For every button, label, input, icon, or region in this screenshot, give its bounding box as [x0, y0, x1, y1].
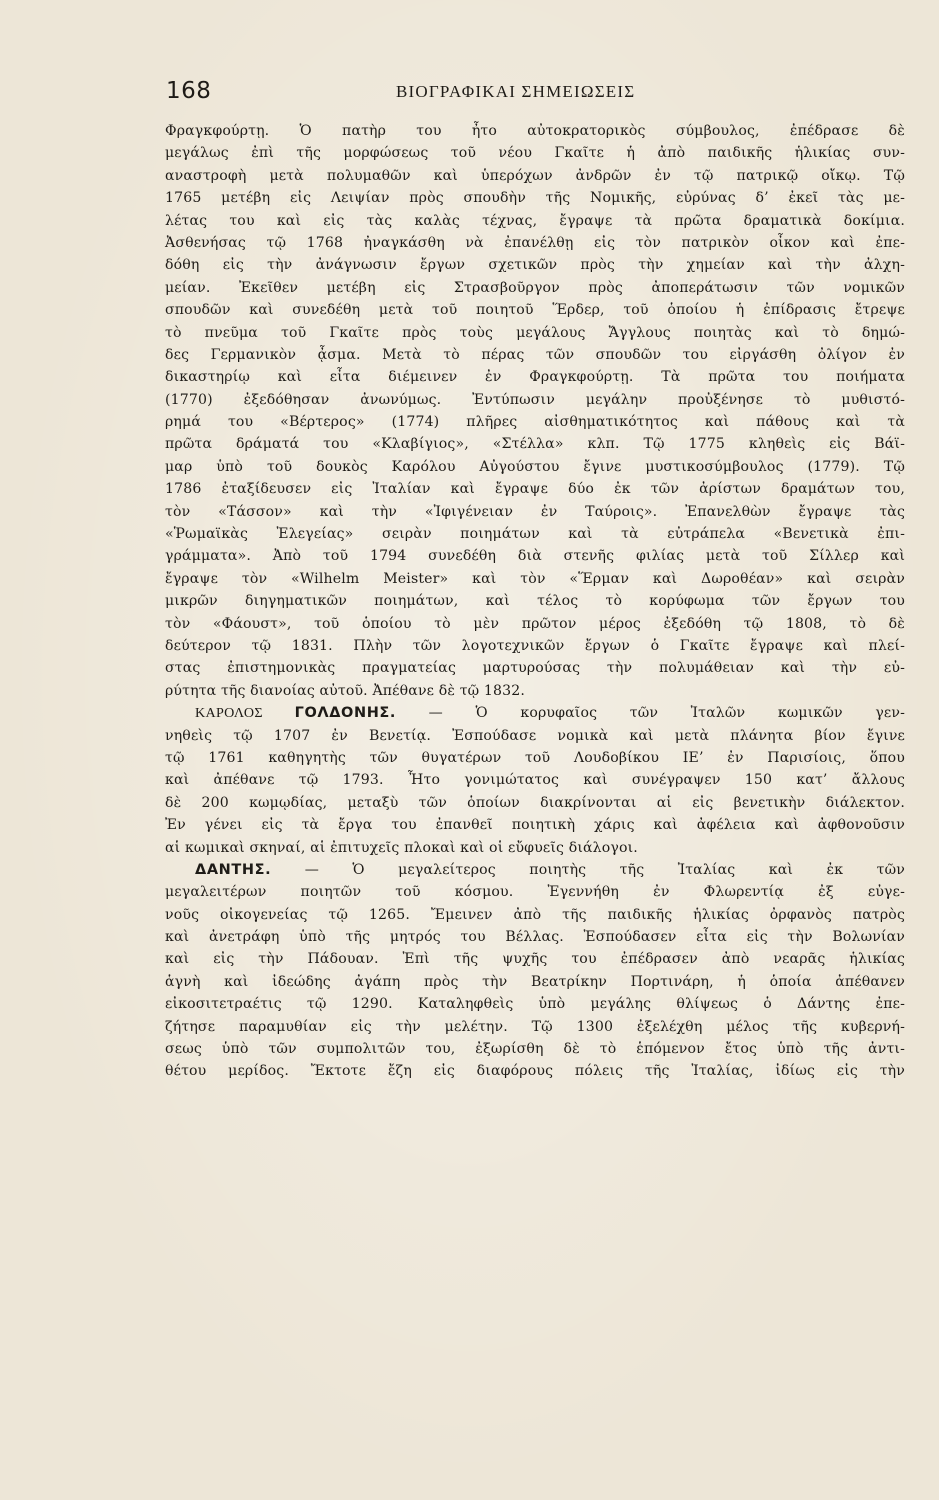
text-line: καὶ ἀνετράφη ὑπὸ τῆς μητρός του Βέλλας. Ἐσπούδασεν εἶτα εἰς τὴν Βολωνίαν	[165, 929, 905, 946]
text-line: δες Γερμανικὸν ᾆσμα. Μετὰ τὸ πέρας τῶν σπουδῶν του εἰργάσθη ὀλίγον ἐν	[165, 346, 905, 363]
running-head: ΒΙΟΓΡΑΦΙΚΑΙ ΣΗΜΕΙΩΣΕΙΣ	[396, 82, 636, 101]
text-line: τὸ πνεῦμα τοῦ Γκαῖτε πρὸς τοὺς μεγάλους Ἄγγλους ποιητὰς καὶ τὸ δημώ-	[165, 324, 905, 341]
text-line: νηθεὶς τῷ 1707 ἐν Βενετίᾳ. Ἐσπούδασε νομικὰ καὶ μετὰ πλάνητα βίον ἔγινε	[165, 727, 905, 744]
text-line: δόθη εἰς τὴν ἀνάγνωσιν ἔργων σχετικῶν πρὸς τὴν χημείαν καὶ τὴν ἀλχη-	[165, 257, 905, 274]
body-text	[165, 120, 905, 1083]
paragraph-dante	[165, 859, 905, 1083]
entry-name	[195, 705, 396, 721]
text-line: Ἐν γένει εἰς τὰ ἔργα του ἐπανθεῖ ποιητικὴ χάρις καὶ ἀφέλεια καὶ ἀφθονοῦσιν	[165, 817, 905, 834]
text-line: ρημά του «Βέρτερος» (1774) πλῆρες αἰσθηματικότητος καὶ πάθους καὶ τὰ	[165, 414, 905, 431]
text-line: θέτου μερίδος. Ἔκτοτε ἔζη εἰς διαφόρους πόλεις τῆς Ἰταλίας, ἰδίως εἰς τὴν	[165, 1063, 905, 1080]
text-line: σεως ὑπὸ τῶν συμπολιτῶν του, ἐξωρίσθη δὲ τὸ ἑπόμενον ἔτος ὑπὸ τῆς ἀντι-	[165, 1041, 905, 1058]
page-header	[166, 78, 709, 108]
text-line: Ἀσθενήσας τῷ 1768 ἠναγκάσθη νὰ ἐπανέλθῃ εἰς τὸν πατρικὸν οἶκον καὶ ἐπε-	[165, 234, 905, 251]
text-line: ἁγνὴ καὶ ἰδεώδης ἀγάπη πρὸς τὴν Βεατρίκην Πορτινάρη, ἡ ὁποία ἀπέθανεν	[165, 973, 905, 990]
entry-first-name: ΚΑΡΟΛΟΣ	[195, 705, 263, 722]
text-line: μείαν. Ἐκεῖθεν μετέβη εἰς Στρασβοῦργον πρὸς ἀποπεράτωσιν τῶν νομικῶν	[165, 279, 905, 296]
text-line: πρῶτα δράματά του «Κλαβίγιος», «Στέλλα» κλπ. Τῷ 1775 κληθεὶς εἰς Βάϊ-	[165, 436, 905, 453]
page-number: 168	[166, 78, 212, 104]
text-line: μεγάλως ἐπὶ τῆς μορφώσεως τοῦ νέου Γκαῖτε ἡ ἀπὸ παιδικῆς ἡλικίας συν-	[165, 145, 905, 162]
text-line: λέτας του καὶ εἰς τὰς καλὰς τέχνας, ἔγραψε τὰ πρῶτα δραματικὰ δοκίμια.	[165, 212, 905, 229]
text-line: καὶ ἀπέθανε τῷ 1793. Ἦτο γονιμώτατος καὶ συνέγραψεν 150 κατ’ ἄλλους	[165, 772, 905, 789]
text-line: ἔγραψε τὸν «Wilhelm Meister» καὶ τὸν «Ἕρμαν καὶ Δωροθέαν» καὶ σειρὰν	[165, 570, 905, 587]
text-line: μαρ ὑπὸ τοῦ δουκὸς Καρόλου Αὐγούστου ἔγινε μυστικοσύμβουλος (1779). Τῷ	[165, 458, 905, 475]
text-line: μεγαλειτέρων ποιητῶν τοῦ κόσμου. Ἐγεννήθη ἐν Φλωρεντίᾳ ἐξ εὐγε-	[165, 884, 905, 901]
text-line: στας ἐπιστημονικὰς πραγματείας μαρτυρούσας τὴν πολυμάθειαν καὶ τὴν εὐ-	[165, 660, 905, 677]
paragraph-goldoni	[165, 702, 905, 859]
text-line: δικαστηρίῳ καὶ εἶτα διέμεινεν ἐν Φραγκφούρτῃ. Τὰ πρῶτα του ποιήματα	[165, 369, 905, 386]
text-line: αἱ κωμικαὶ σκηναί, αἱ ἐπιτυχεῖς πλοκαὶ καὶ οἱ εὔφυεῖς διάλογοι.	[165, 839, 638, 856]
entry-name	[195, 862, 271, 878]
text-line: 1786 ἐταξίδευσεν εἰς Ἰταλίαν καὶ ἔγραψε δύο ἐκ τῶν ἀρίστων δραμάτων του,	[165, 481, 905, 498]
entry-first-line	[165, 702, 905, 724]
text-line: ζήτησε παραμυθίαν εἰς τὴν μελέτην. Τῷ 1300 ἐξελέχθη μέλος τῆς κυβερνή-	[165, 1018, 905, 1035]
entry-surname: ΓΟΛΔΟΝΗΣ.	[294, 705, 397, 722]
text-line: νοῦς οἰκογενείας τῷ 1265. Ἔμεινεν ἀπὸ τῆς παιδικῆς ἡλικίας ὀρφανὸς πατρὸς	[165, 906, 905, 923]
text-line: τὸν «Τάσσον» καὶ τὴν «Ἰφιγένειαν ἐν Ταύροις». Ἐπανελθὼν ἔγραψε τὰς	[165, 503, 905, 520]
text-line: αναστροφὴ μετὰ πολυμαθῶν καὶ ὑπερόχων ἀνδρῶν ἐν τῷ πατρικῷ οἴκῳ. Τῷ	[165, 167, 905, 184]
text-line: «Ῥωμαϊκὰς Ἐλεγείας» σειρὰν ποιημάτων καὶ τὰ εὐτράπελα «Βενετικὰ ἐπι-	[165, 526, 905, 543]
text-line: τὸν «Φάουστ», τοῦ ὁποίου τὸ μὲν πρῶτον μέρος ἐξεδόθη τῷ 1808, τὸ δὲ	[165, 615, 905, 632]
text-line: μικρῶν διηγηματικῶν ποιημάτων, καὶ τέλος τὸ κορύφωμα τῶν ἔργων του	[165, 593, 905, 610]
entry-surname: ΔΑΝΤΗΣ.	[195, 861, 272, 878]
text-line: ρύτητα τῆς διανοίας αὐτοῦ. Ἀπέθανε δὲ τῷ 1832.	[165, 682, 526, 699]
text-line: τῷ 1761 καθηγητὴς τῶν θυγατέρων τοῦ Λουδοβίκου ΙΕ’ ἐν Παρισίοις, ὅπου	[165, 749, 905, 766]
text-line: Φραγκφούρτῃ. Ὁ πατὴρ του ἦτο αὐτοκρατορικὸς σύμβουλος, ἐπέδρασε δὲ	[165, 123, 905, 139]
text-line: γράμματα». Ἀπὸ τοῦ 1794 συνεδέθη διὰ στενῆς φιλίας μετὰ τοῦ Σίλλερ καὶ	[165, 548, 905, 565]
text-line: σπουδῶν καὶ συνεδέθη μετὰ τοῦ ποιητοῦ Ἕρδερ, τοῦ ὁποίου ἡ ἐπίδρασις ἔτρεψε	[165, 302, 905, 319]
text-line: 1765 μετέβη εἰς Λειψίαν πρὸς σπουδὴν τῆς Νομικῆς, εὐρύνας δ’ ἐκεῖ τὰς με-	[165, 190, 905, 207]
text-line: δεύτερον τῷ 1831. Πλὴν τῶν λογοτεχνικῶν ἔργων ὁ Γκαῖτε ἔγραψε καὶ πλεί-	[165, 637, 905, 654]
text-line: (1770) ἐξεδόθησαν ἀνωνύμως. Ἐντύπωσιν μεγάλην προὐξένησε τὸ μυθιστό-	[165, 391, 905, 408]
text-line: δὲ 200 κωμῳδίας, μεταξὺ τῶν ὁποίων διακρίνονται αἱ εἰς βενετικὴν διάλεκτον.	[165, 794, 905, 811]
paragraph-goethe	[165, 120, 905, 702]
text-line: εἰκοσιτετραέτις τῷ 1290. Καταληφθεὶς ὑπὸ μεγάλης θλίψεως ὁ Δάντης ἐπε-	[165, 996, 905, 1013]
entry-text: — Ὁ μεγαλείτερος ποιητὴς τῆς Ἰταλίας καὶ ἐκ τῶν	[304, 861, 905, 878]
text-line: καὶ εἰς τὴν Πάδουαν. Ἐπὶ τῆς ψυχῆς του ἐπέδρασεν ἀπὸ νεαρᾶς ἡλικίας	[165, 951, 905, 968]
entry-first-line	[165, 859, 905, 881]
entry-text: — Ὁ κορυφαῖος τῶν Ἰταλῶν κωμικῶν γεν-	[428, 705, 905, 722]
